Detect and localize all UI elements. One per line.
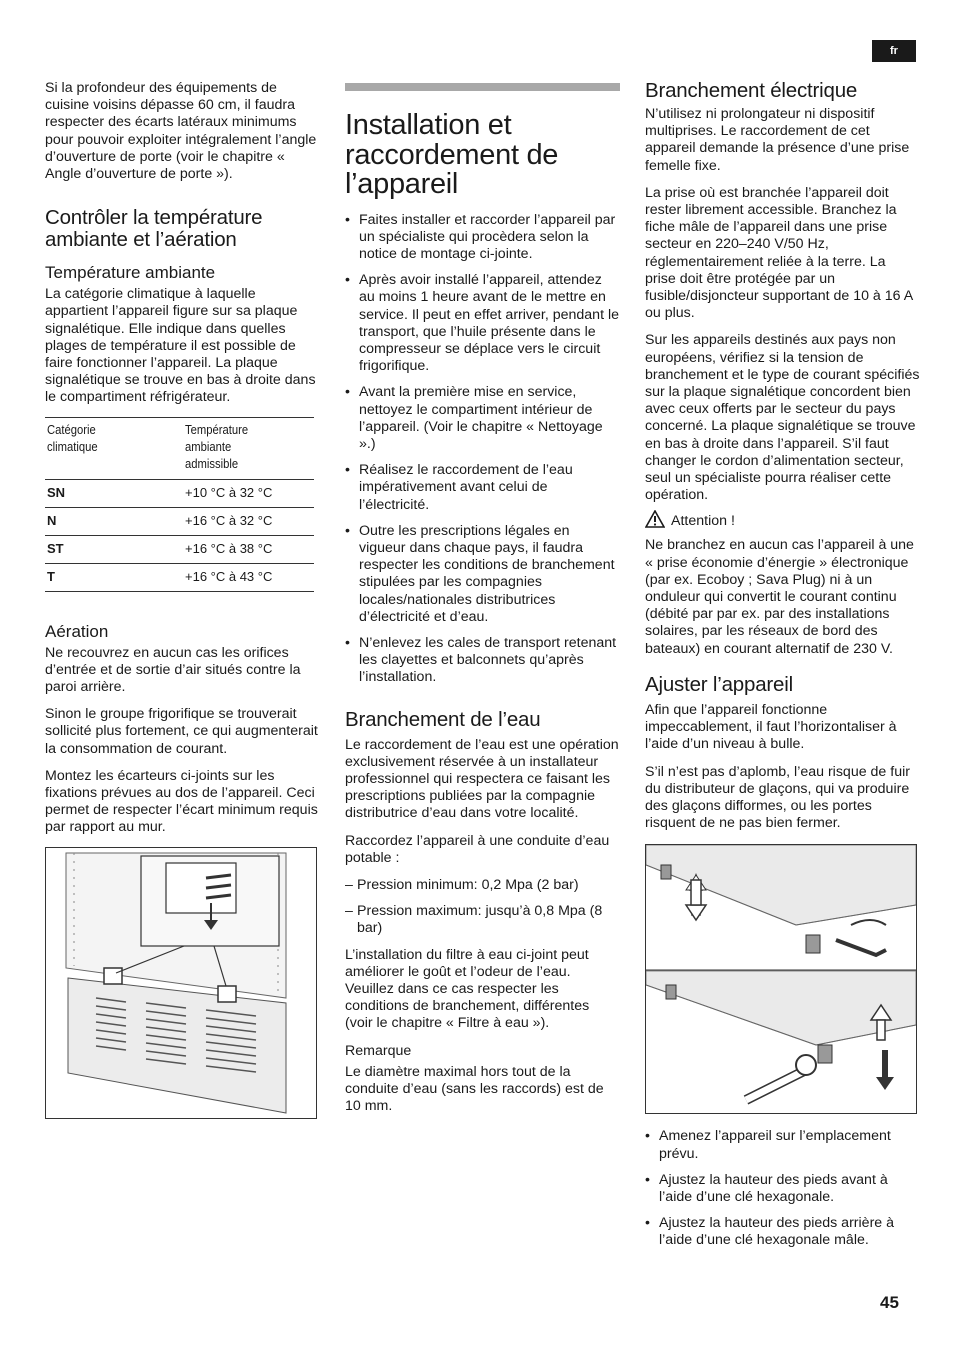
heading-adjust-appliance: Ajuster l’appareil [645, 672, 793, 696]
page-title: Installation et raccordement de l’appareil [345, 109, 559, 200]
warning-triangle-icon [645, 510, 665, 532]
table-cell-category: SN [45, 479, 183, 507]
table-cell-category: N [45, 507, 183, 535]
subheading-ambient-temperature: Température ambiante [45, 263, 216, 283]
water-paragraph-2: Raccordez l’appareil à une conduite d’eau potable : [345, 832, 610, 866]
remark-label: Remarque [345, 1042, 412, 1059]
column-right [645, 80, 920, 1259]
adjust-paragraph-1: Afin que l’appareil fonctionne impeccablement, il faut l’horizontaliser à l’aide d’un niveau à bulle. [645, 701, 897, 753]
list-item: • Avant la première mise en service, nettoyez le compartiment intérieur de l’appareil. (Voir le chapitre « Nettoyage ».) [345, 384, 620, 453]
column-middle [345, 83, 620, 1125]
list-item: • N’enlevez les cales de transport retenant les clayettes et balconnets qu’après l’installation. [345, 635, 620, 687]
section-rule [345, 83, 620, 91]
table-cell-range: +16 °C à 38 °C [183, 535, 314, 563]
table-cell-range: +16 °C à 32 °C [183, 507, 314, 535]
list-item: – Pression maximum: jusqu’à 0,8 Mpa (8 bar) [345, 903, 620, 937]
table-row [45, 479, 314, 507]
list-item: • Ajustez la hauteur des pieds arrière à l’aide d’une clé hexagonale mâle. [645, 1215, 920, 1249]
ventilation-paragraph-3: Montez les écarteurs ci-joints sur les fixations prévues au dos de l’appareil. Ceci permet de respecter l’écart minimum requis par rapport au mur. [45, 767, 318, 836]
table-header-temperature: Température ambiante admissible [183, 417, 314, 479]
attention-label: Attention ! [671, 513, 735, 530]
heading-water-connection: Branchement de l’eau [345, 707, 541, 731]
table-row [45, 563, 314, 591]
water-paragraph-3: L’installation du filtre à eau ci-joint peut améliorer le goût et l’odeur de l’eau. Veuillez dans ce cas respecter les conditions de branchement, différentes (voir le chapitre « Filtre à eau »). [345, 946, 590, 1032]
foot-adjustment-illustration [645, 844, 917, 1114]
page-number: 45 [880, 1293, 899, 1312]
climate-table [45, 417, 314, 592]
subheading-ventilation: Aération [45, 621, 109, 641]
intro-paragraph: Si la profondeur des équipements de cuisine voisins dépasse 60 cm, il faudra respecter des écarts latéraux minimums pour pouvoir exploiter intégralement l’angle d’ouverture de porte (voir le chapitre « Angle d’ouverture de porte »). [45, 80, 317, 183]
table-cell-range: +16 °C à 43 °C [183, 563, 314, 591]
list-item: • Réalisez le raccordement de l’eau impérativement avant celui de l’électricité. [345, 462, 620, 514]
list-item: • Amenez l’appareil sur l’emplacement prévu. [645, 1128, 920, 1162]
table-cell-category: T [45, 563, 183, 591]
adjust-paragraph-2: S’il n’est pas d’aplomb, l’eau risque de fuir du distributeur de glaçons, qui va produire des glaçons difformes, ou les portes risquent de ne pas bien fermer. [645, 763, 910, 832]
table-cell-category: ST [45, 535, 183, 563]
attention-notice [645, 510, 920, 532]
table-row [45, 507, 314, 535]
installation-list [345, 212, 620, 687]
ventilation-paragraph-2: Sinon le groupe frigorifique se trouverait sollicité plus fortement, ce qui augmenterait la consommation de courant. [45, 706, 318, 757]
table-header-row [45, 417, 314, 479]
list-item: • Outre les prescriptions légales en vigueur dans chaque pays, il faudra respecter les conditions de branchement stipulées par les compagnies locales/nationales distributrices d’électricité et d’eau. [345, 523, 620, 626]
water-paragraph-1: Le raccordement de l’eau est une opération exclusivement réservée à un installateur professionnel qui respectera ce faisant les prescriptions publiées par la compagnie distributrice d’eau dans votre localité. [345, 736, 619, 822]
column-left [45, 80, 320, 1119]
remark-text: Le diamètre maximal hors tout de la conduite d’eau (sans les raccords) est de 10 mm. [345, 1063, 604, 1115]
spacer-mounting-illustration [45, 847, 317, 1119]
temperature-paragraph: La catégorie climatique à laquelle appartient l’appareil figure sur sa plaque signalétique. Elle indique dans quelles plages de température il est possible de faire fonctionner l’appareil. La plaque signalétique se trouve en bas à droite dans le compartiment réfrigérateur. [45, 286, 316, 406]
electrical-paragraph-3: Sur les appareils destinés aux pays non européens, vérifiez si la tension de branchement et le type de courant spécifiés sur la plaque signalétique concordent bien avec ceux offerts par le secteur du pays concerné. La plaque signalétique se trouve en bas à droite dans l’appareil. S’il faut changer le cordon d’alimentation secteur, seul un spécialiste pourra réaliser cette opération. [645, 332, 920, 504]
table-row [45, 535, 314, 563]
pressure-list [345, 877, 620, 938]
list-item: • Faites installer et raccorder l’appareil par un spécialiste qui procèdera selon la notice de montage ci-jointe. [345, 212, 620, 264]
list-item: • Ajustez la hauteur des pieds avant à l’aide d’une clé hexagonale. [645, 1172, 920, 1206]
electrical-paragraph-2: La prise où est branchée l’appareil doit rester librement accessible. Branchez la fiche mâle de l’appareil dans une prise secteur en 220–240 V/50 Hz, réglementairement reliée à la terre. La prise doit être protégée par un fusible/disjoncteur supportant de 10 à 16 A ou plus. [645, 184, 913, 322]
table-header-category: Catégorie climatique [45, 417, 183, 479]
list-item: – Pression minimum: 0,2 Mpa (2 bar) [345, 877, 620, 894]
electrical-paragraph-1: N’utilisez ni prolongateur ni dispositif multiprises. Le raccordement de cet appareil demande la présence d’une prise femelle fixe. [645, 106, 910, 174]
heading-temperature-ventilation: Contrôler la température ambiante et l’aération [45, 206, 263, 252]
adjustment-steps-list [645, 1128, 920, 1249]
language-tab: fr [872, 40, 916, 62]
ventilation-paragraph-1: Ne recouvrez en aucun cas les orifices d’entrée et de sortie d’air situés contre la paroi arrière. [45, 644, 301, 696]
list-item: • Après avoir installé l’appareil, attendez au moins 1 heure avant de le mettre en service. Il peut en effet arriver, pendant le transport, que l’huile présente dans le compresseur se déplace vers le circuit frigorifique. [345, 272, 620, 375]
table-cell-range: +10 °C à 32 °C [183, 479, 314, 507]
heading-electrical-connection: Branchement électrique [645, 79, 858, 102]
attention-text: Ne branchez en aucun cas l’appareil à une « prise économie d’énergie » électronique (par ex. Ecoboy ; Sava Plug) ni à un onduleur qui convertit le courant continu (débité par par ex. par des installations solaires, par les réseaux de bord des bateaux) en courant alternatif de 230 V. [645, 537, 914, 657]
